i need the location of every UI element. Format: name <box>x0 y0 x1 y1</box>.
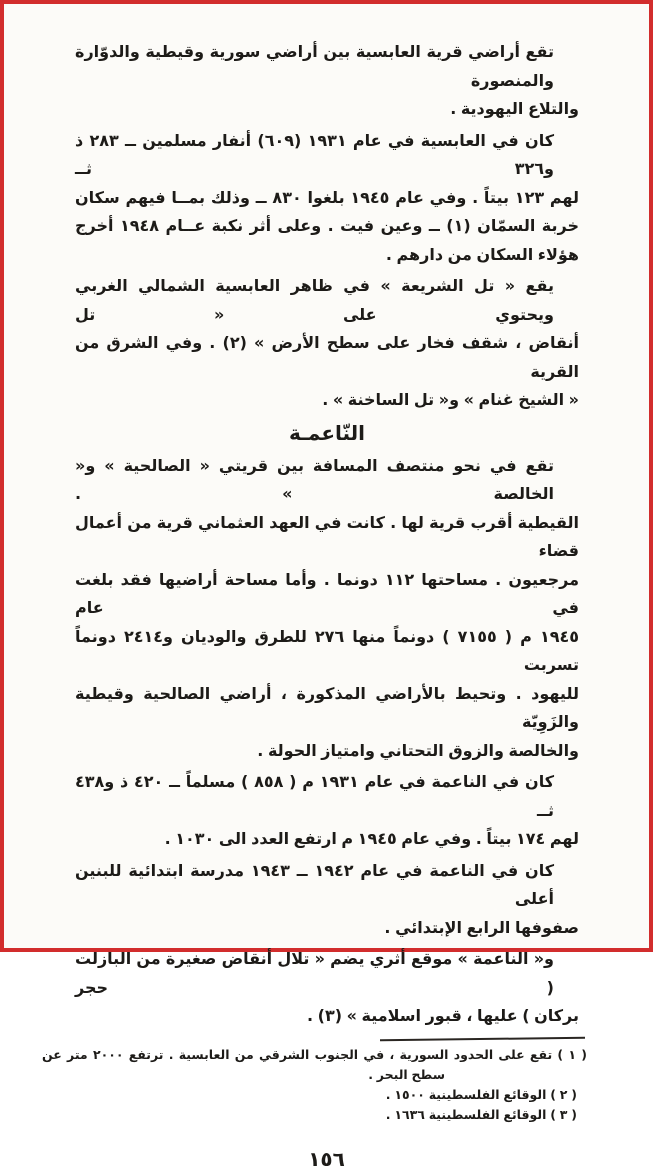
paragraph <box>75 38 579 124</box>
text-line: لليهود . وتحيط بالأراضي المذكورة ، أراضي الصالحية وقيطية والزَوِيّة <box>75 683 579 731</box>
text-line: والتلاع اليهودية . <box>450 99 579 118</box>
footnotes-block <box>42 1045 587 1125</box>
footnote-line: ( ٣ ) الوقائع الفلسطينية ١٦٣٦ . <box>385 1106 577 1122</box>
paragraph <box>75 272 579 415</box>
text-line: بركان ) عليها ، قبور اسلامية » (٣) . <box>306 1006 579 1025</box>
text-line: يقع « تل الشريعة » في ظاهر العابسية الشمالي الغربي ويحتوي على « تل <box>75 276 554 324</box>
paragraph <box>75 127 579 270</box>
text-line: أنقاض ، شقف فخار على سطح الأرض » (٢) . وفي الشرق من القرية <box>75 333 579 381</box>
text-line: والخالصة والزوق التحتاني وامتياز الحولة . <box>257 740 579 760</box>
text-line: كان في الناعمة في عام ١٩٤٢ ــ ١٩٤٣ مدرسة ابتدائية للبنين أعلى <box>75 860 555 908</box>
footnote-divider <box>380 1036 585 1041</box>
text-line: « الشيخ غنام » و« تل الساخنة » . <box>322 390 579 409</box>
footnote-line: سطح البحر . <box>368 1066 445 1082</box>
text-line: هؤلاء السكان من دارهم . <box>385 244 579 264</box>
text-line: لهم ١٧٤ بيتاً . وفي عام ١٩٤٥ م ارتفع العدد الى ١٠٣٠ . <box>164 829 579 848</box>
text-line: و« الناعمة » موقع أثري يضم « تلال أنقاض صغيرة من البازلت ( حجر <box>75 949 554 997</box>
main-text-block <box>75 38 579 1031</box>
text-line: تقع في نحو منتصف المسافة بين قريتي « الصالحية » و« الخالصة » . <box>75 455 554 503</box>
footnote-line: ( ٢ ) الوقائع الفلسطينية ١٥٠٠ . <box>385 1086 577 1102</box>
text-line: ١٩٤٥ م ( ٧١٥٥ ) دونماً منها ٢٧٦ للطرق والوديان و٢٤١٤ دونماً تسربت <box>75 626 580 674</box>
text-line: كان في الناعمة في عام ١٩٣١ م ( ٨٥٨ ) مسلماً ــ ٤٢٠ ذ و٤٣٨ ثــ <box>75 772 555 820</box>
text-line: كان في العابسية في عام ١٩٣١ (٦٠٩) أنفار مسلمين ــ ٢٨٣ ذ و٣٢٦ ثــ <box>75 130 555 178</box>
footnote-line: ( ١ ) تقع على الحدود السورية ، في الجنوب الشرقي من العابسية . ترتفع ٢٠٠٠ متر عن <box>42 1046 588 1062</box>
section-heading: النّاعمـة <box>288 420 366 445</box>
page-number: ١٥٦ <box>308 1146 345 1171</box>
text-line: تقع أراضي قرية العابسية بين أراضي سورية وقيطية والدوّارة والمنصورة <box>75 42 554 90</box>
text-line: القيطية أقرب قرية لها . كانت في العهد العثماني قرية من أعمال قضاء <box>75 512 579 560</box>
text-line: لهم ١٢٣ بيتاً . وفي عام ١٩٤٥ بلغوا ٨٣٠ ــ وذلك بمــا فيهم سكان <box>75 187 579 207</box>
text-line: صفوفها الرابع الإبتدائي . <box>384 917 579 937</box>
text-line: مرجعيون . مساحتها ١١٢ دونما . وأما مساحة أراضيها فقد بلغت في عام <box>75 569 579 617</box>
text-line: خربة السمّان (١) ــ وعين فيت . وعلى أثر نكبة عــام ١٩٤٨ أخرج <box>75 216 579 235</box>
paragraph <box>75 857 579 943</box>
paragraph <box>75 945 579 1031</box>
paragraph <box>75 452 579 766</box>
paragraph <box>75 768 579 854</box>
